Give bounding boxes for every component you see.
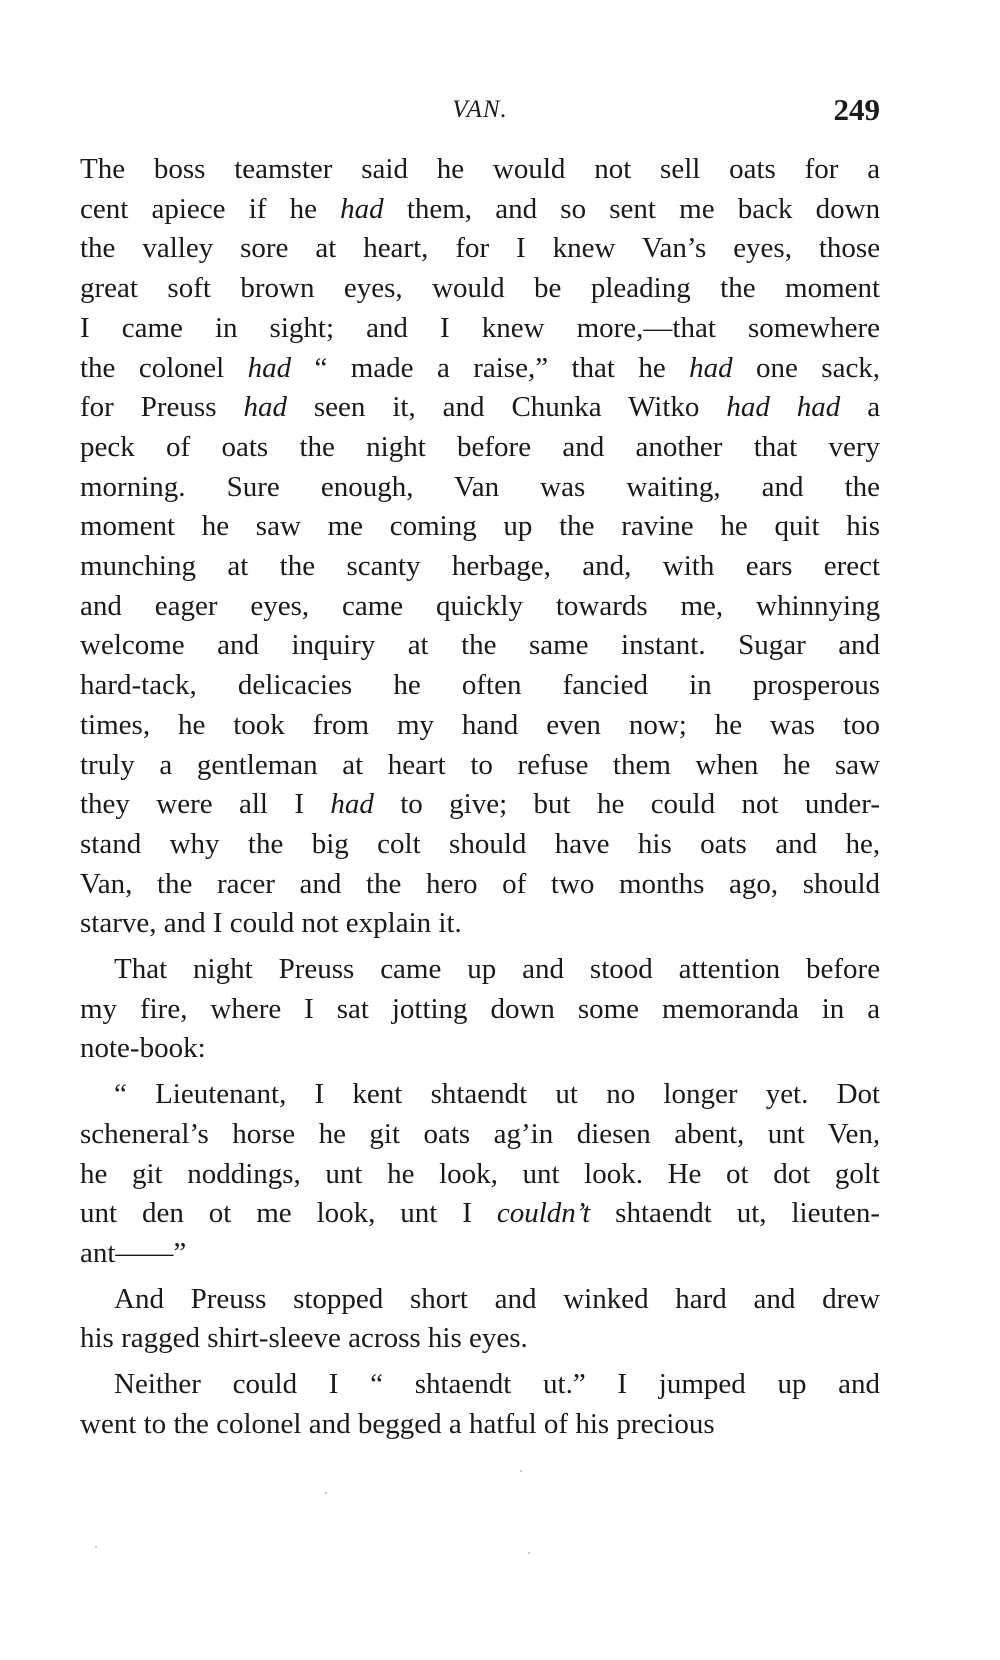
text-line: “ Lieutenant, I kent shtaendt ut no longer yet. Dot [114,1078,881,1111]
text-line: the colonel had “ made a raise,” that he had one sack, [80,351,881,384]
text-line: hard-tack, delicacies he often fancied in prosperous [80,669,881,702]
text-line: his ragged shirt-sleeve across his eyes. [80,1322,528,1355]
paper-speck [95,1546,97,1548]
text-line: Van, the racer and the hero of two months ago, should [80,867,881,900]
text-line: I came in sight; and I knew more,—that somewhere [80,311,881,344]
running-title: VAN. [452,96,508,123]
text-line: for Preuss had seen it, and Chunka Witko had had a [80,391,881,424]
paper-speck [520,1470,522,1472]
text-line: he git noddings, unt he look, unt look. He ot dot golt [80,1157,880,1190]
text-line: scheneral’s horse he git oats ag’in diesen abent, unt Ven, [80,1117,881,1150]
text-line: unt den ot me look, unt I couldn’t shtaendt ut, lieuten- [80,1197,881,1230]
text-line: and eager eyes, came quickly towards me, whinnying [80,589,881,622]
paragraph [80,950,880,1069]
paper-speck [528,1552,530,1554]
paragraph [80,1280,880,1359]
text-line: munching at the scanty herbage, and, with ears erect [80,550,881,583]
text-line: cent apiece if he had them, and so sent me back down [80,192,881,225]
text-line: morning. Sure enough, Van was waiting, and the [80,470,881,503]
text-line: note-book: [80,1032,206,1065]
text-line: stand why the big colt should have his oats and he, [80,827,881,860]
text-line: That night Preuss came up and stood attention before [114,953,881,986]
text-line: The boss teamster said he would not sell oats for a [80,153,881,185]
text-line: And Preuss stopped short and winked hard and drew [114,1282,881,1315]
text-line: ant——” [80,1236,187,1269]
text-line: times, he took from my hand even now; he was too [80,708,881,741]
text-line: went to the colonel and begged a hatful of his precious [80,1407,715,1440]
paragraph [80,1075,880,1274]
text-line: my fire, where I sat jotting down some memoranda in a [80,992,881,1025]
text-line: Neither could I “ shtaendt ut.” I jumped up and [114,1368,881,1401]
text-line: starve, and I could not explain it. [80,907,462,940]
text-line: welcome and inquiry at the same instant. Sugar and [80,629,881,662]
paper-speck [325,1492,327,1494]
page-number: 249 [833,92,880,127]
text-line: they were all I had to give; but he could not under- [80,788,881,821]
text-line: truly a gentleman at heart to refuse them when he saw [80,748,881,781]
text-line: the valley sore at heart, for I knew Van’s eyes, those [80,232,881,265]
paragraph [80,150,880,944]
paragraph [80,1365,880,1444]
text-line: moment he saw me coming up the ravine he quit his [80,510,881,543]
body-text [80,150,880,1445]
text-line: peck of oats the night before and another that very [80,430,881,463]
text-line: great soft brown eyes, would be pleading the moment [80,272,881,305]
running-head [80,92,880,132]
